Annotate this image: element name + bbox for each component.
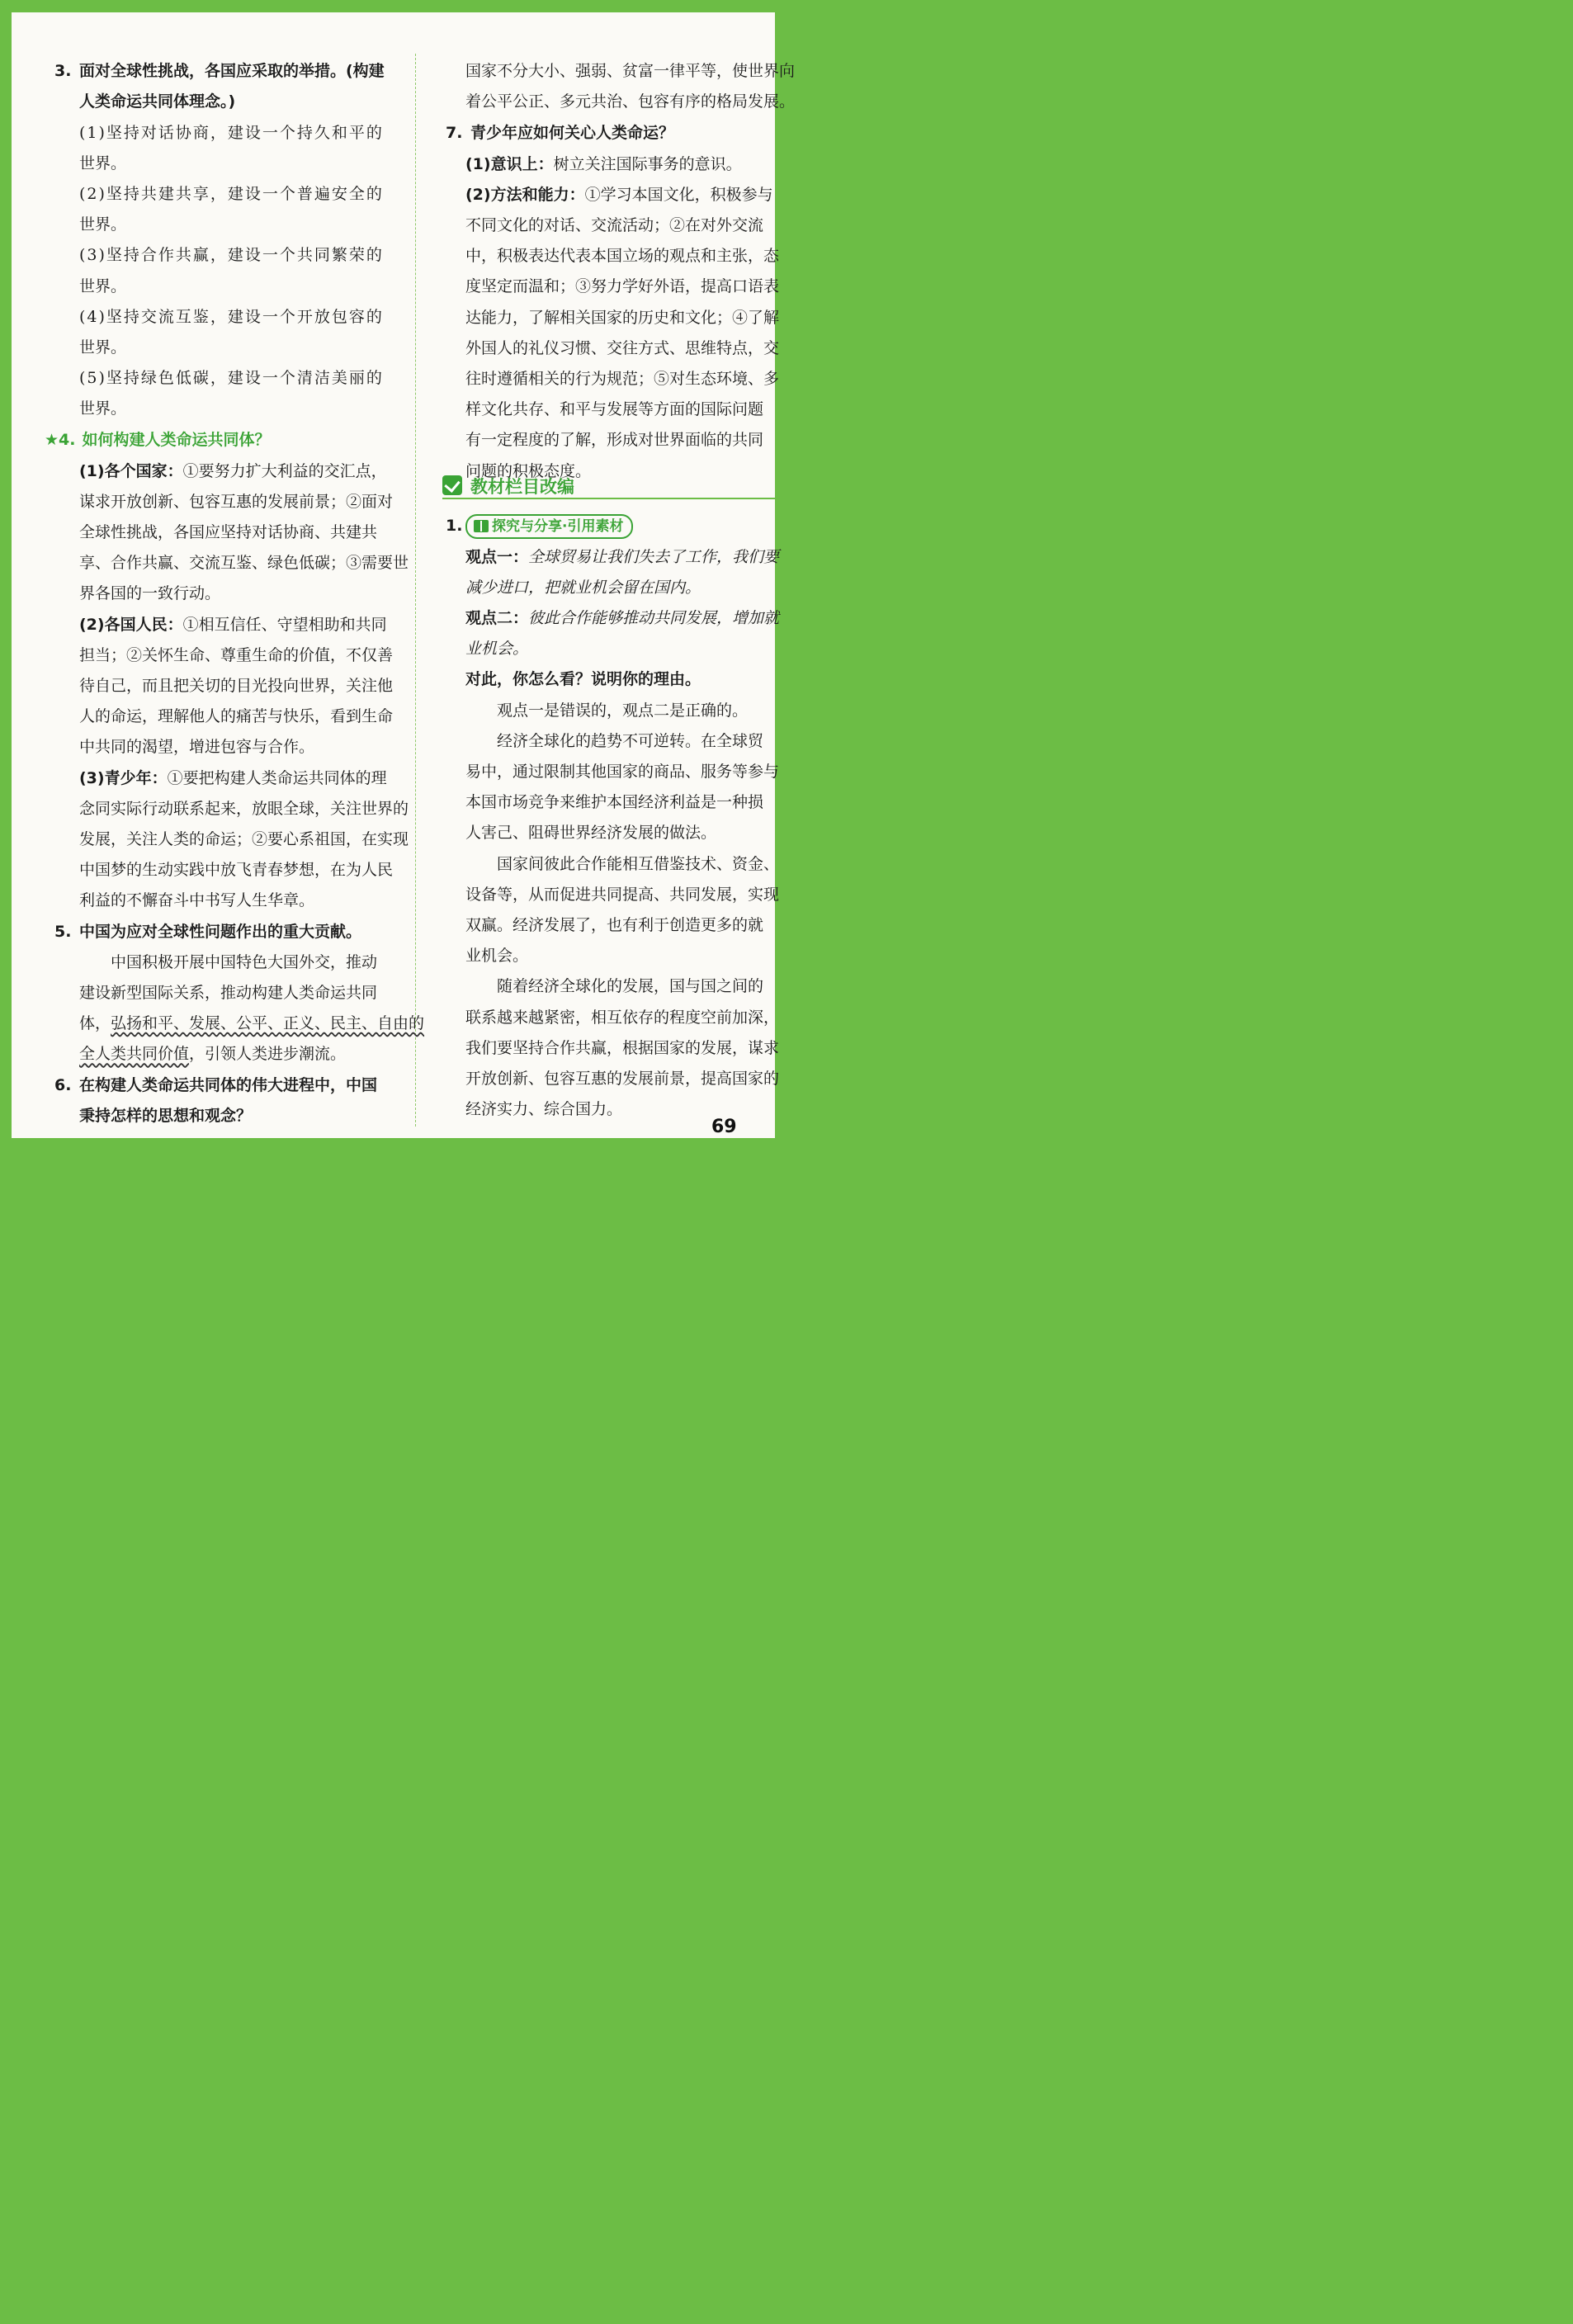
q7-p2-line8: 样文化共存、和平与发展等方面的国际问题 xyxy=(465,400,764,419)
right-top-line1: 国家不分大小、强弱、贫富一律平等，使世界向 xyxy=(465,62,796,81)
question: 对此，你怎么看？说明你的理由。 xyxy=(465,670,701,689)
answer-4-line2: 联系越来越紧密，相互依存的程度空前加深， xyxy=(465,1008,780,1027)
q4-title: ★4. 如何构建人类命运共同体？ xyxy=(45,430,271,449)
answer-2-line2: 易中，通过限制其他国家的商品、服务等参与 xyxy=(465,763,780,782)
answer-3-line4: 业机会。 xyxy=(465,947,529,966)
section-title: 教材栏目改编 xyxy=(470,477,574,497)
answer-4-line3: 我们要坚持合作共赢，根据国家的发展，谋求 xyxy=(465,1038,780,1057)
bottom-bar xyxy=(0,1138,786,1162)
q3-item-1-cont: 世界。 xyxy=(79,154,127,172)
right-top-line2: 着公平公正、多元共治、包容有序的格局发展。 xyxy=(465,92,796,111)
q4-p1-line5: 界各国的一致行动。 xyxy=(79,584,221,603)
q3-item-5-cont: 世界。 xyxy=(79,399,127,418)
answer-4-line5: 经济实力、综合国力。 xyxy=(465,1100,623,1119)
q7-p2-line7: 往时遵循相关的行为规范；⑤对生态环境、多 xyxy=(465,370,780,389)
q7-p2-line9: 有一定程度的了解，形成对世界面临的共同 xyxy=(465,431,764,450)
q7-p2-line6: 外国人的礼仪习惯、交往方式、思维特点，交 xyxy=(465,338,780,357)
source-tag xyxy=(465,514,633,539)
answer-1: 观点一是错误的，观点二是正确的。 xyxy=(497,701,749,720)
q5-line2: 建设新型国际关系，推动构建人类命运共同 xyxy=(79,984,378,1003)
q4-p2-line3: 待自己，而且把关切的目光投向世界，关注他 xyxy=(79,677,394,696)
answer-3-line2: 设备等，从而促进共同提高、共同发展，实现 xyxy=(465,885,780,904)
answer-4-line4: 开放创新、包容互惠的发展前景，提高国家的 xyxy=(465,1070,780,1089)
q4-p3-line5: 利益的不懈奋斗中书写人生华章。 xyxy=(79,891,315,910)
viewpoint-1-line2: 减少进口，把就业机会留在国内。 xyxy=(465,578,701,597)
q3-item-4-cont: 世界。 xyxy=(79,338,127,357)
q4-p3-line2: 念同实际行动联系起来，放眼全球，关注世界的 xyxy=(79,799,409,818)
q3-item-3-cont: 世界。 xyxy=(79,276,127,295)
q5-line3: 体，弘扬和平、发展、公平、正义、民主、自由的 xyxy=(79,1014,425,1033)
viewpoint-1-line1: 观点一：全球贸易让我们失去了工作，我们要 xyxy=(465,547,780,566)
q4-p2-line2: 担当；②关怀生命、尊重生命的价值，不仅善 xyxy=(79,645,394,664)
q6-title-line2: 秉持怎样的思想和观念？ xyxy=(79,1106,253,1125)
page-number: 69 xyxy=(711,1117,737,1137)
q3-title-line1: 3. 面对全球性挑战，各国应采取的举措。(构建 xyxy=(54,62,385,81)
q4-p2-line4: 人的命运，理解他人的痛苦与快乐，看到生命 xyxy=(79,707,394,726)
checkmark-icon xyxy=(442,475,462,495)
viewpoint-2-line2: 业机会。 xyxy=(465,640,529,659)
q7-title: 7. 青少年应如何关心人类命运？ xyxy=(446,123,675,142)
q4-p3-line1: (3)青少年：①要把构建人类命运共同体的理 xyxy=(79,768,387,787)
q3-item-2: (2)坚持共建共享，建设一个普遍安全的 xyxy=(79,184,384,203)
q4-p2-line1: (2)各国人民：①相互信任、守望相助和共同 xyxy=(79,615,387,634)
q4-p1-line2: 谋求开放创新、包容互惠的发展前景；②面对 xyxy=(79,492,394,511)
q3-item-5: (5)坚持绿色低碳，建设一个清洁美丽的 xyxy=(79,369,384,388)
q7-p2-line1: (2)方法和能力：①学习本国文化，积极参与 xyxy=(465,185,773,204)
q7-p1: (1)意识上：树立关注国际事务的意识。 xyxy=(465,154,742,173)
q3-title-line2: 人类命运共同体理念。) xyxy=(79,92,236,111)
q3-item-3: (3)坚持合作共赢，建设一个共同繁荣的 xyxy=(79,246,384,265)
viewpoint-2-line1: 观点二：彼此合作能够推动共同发展，增加就 xyxy=(465,609,780,628)
answer-2-line3: 本国市场竞争来维护本国经济利益是一种损 xyxy=(465,793,764,812)
q7-p2-line4: 度坚定而温和；③努力学好外语，提高口语表 xyxy=(465,277,780,296)
q4-p1-line1: (1)各个国家：①要努力扩大利益的交汇点， xyxy=(79,461,387,480)
answer-3-line1: 国家间彼此合作能相互借鉴技术、资金、 xyxy=(497,854,780,873)
q3-item-4: (4)坚持交流互鉴，建设一个开放包容的 xyxy=(79,307,384,326)
q7-p2-line2: 不同文化的对话、交流活动；②在对外交流 xyxy=(465,216,764,235)
q5-title: 5. 中国为应对全球性问题作出的重大贡献。 xyxy=(54,922,362,941)
q4-p3-line4: 中国梦的生动实践中放飞青春梦想，在为人民 xyxy=(79,861,394,880)
q5-emphasis-1: 弘扬和平、发展、公平、正义、民主、自由的 xyxy=(111,1014,425,1033)
q6-title-line1: 6. 在构建人类命运共同体的伟大进程中，中国 xyxy=(54,1075,378,1094)
q5-emphasis-2: 全人类共同价值 xyxy=(79,1045,190,1064)
q7-p2-line5: 达能力，了解相关国家的历史和文化；④了解 xyxy=(465,308,780,327)
section-header xyxy=(442,473,797,499)
q3-item-2-cont: 世界。 xyxy=(79,215,127,234)
answer-3-line3: 双赢。经济发展了，也有利于创造更多的就 xyxy=(465,916,764,935)
answer-2-line4: 人害己、阻碍世界经济发展的做法。 xyxy=(465,824,717,843)
q4-p1-line4: 享、合作共赢、交流互鉴、绿色低碳；③需要世 xyxy=(79,554,409,573)
q5-line1: 中国积极开展中国特色大国外交，推动 xyxy=(111,952,378,971)
q7-p2-line10: 问题的积极态度。 xyxy=(465,461,592,480)
q4-p1-line3: 全球性挑战，各国应坚持对话协商、共建共 xyxy=(79,523,378,542)
q3-item-1: (1)坚持对话协商，建设一个持久和平的 xyxy=(79,123,384,142)
page xyxy=(12,12,796,1138)
section-q1-num: 1. xyxy=(446,517,463,536)
book-icon xyxy=(474,520,489,532)
column-divider xyxy=(415,54,416,1127)
q4-p3-line3: 发展，关注人类的命运；②要心系祖国，在实现 xyxy=(79,830,409,849)
q5-line4: 全人类共同价值，引领人类进步潮流。 xyxy=(79,1045,347,1064)
source-tag-label: 探究与分享·引用素材 xyxy=(492,517,624,535)
q7-p2-line3: 中，积极表达代表本国立场的观点和主张，态 xyxy=(465,247,780,266)
answer-2-line1: 经济全球化的趋势不可逆转。在全球贸 xyxy=(497,731,764,750)
q4-p2-line5: 中共同的渴望，增进包容与合作。 xyxy=(79,738,315,757)
answer-4-line1: 随着经济全球化的发展，国与国之间的 xyxy=(497,977,764,996)
